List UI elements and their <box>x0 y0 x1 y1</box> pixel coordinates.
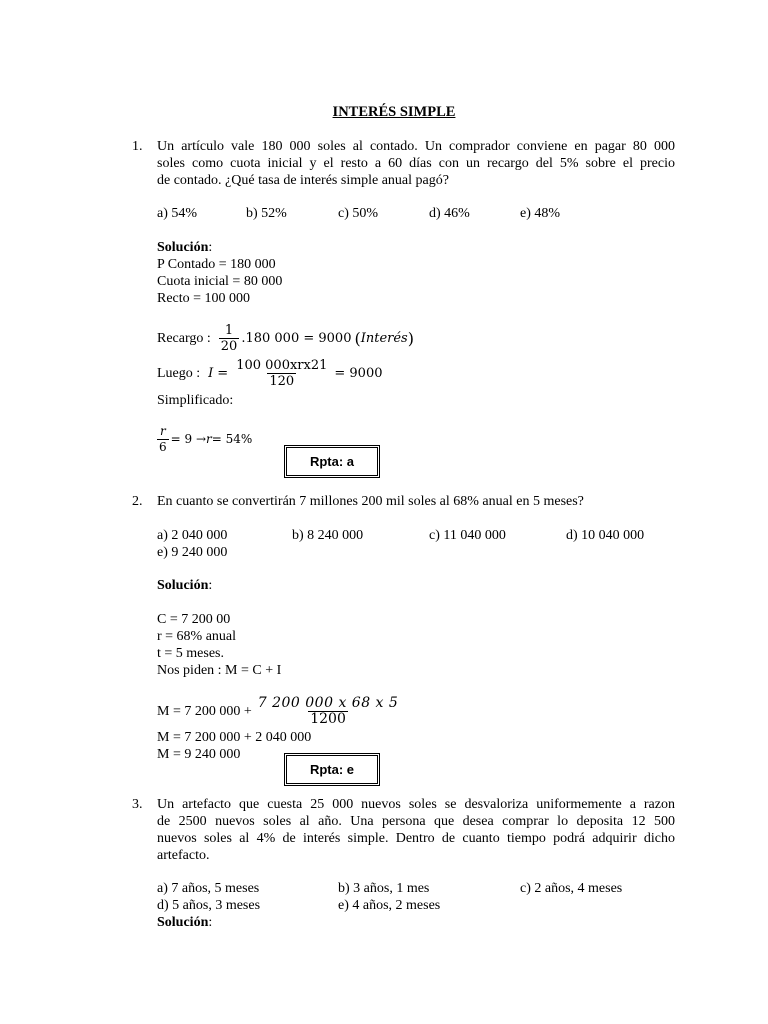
problem-3-number: 3. <box>132 797 143 812</box>
simplified-equation <box>155 424 252 455</box>
recargo-annotation: Interés <box>360 330 408 346</box>
problem-3-line-1: Un artefacto que cuesta 25 000 nuevos soles se desvaloriza uniformemente a razon <box>157 797 675 812</box>
fraction-denominator: 6 <box>159 440 167 454</box>
answer-box-2: Rpta: e <box>284 753 380 786</box>
luego-result: = 9000 <box>334 365 383 381</box>
fraction-denominator: 20 <box>220 338 238 354</box>
solution-label: Solución <box>157 915 209 930</box>
rate-symbol: r <box>206 432 212 446</box>
problem-3-option-c: c) 2 años, 4 meses <box>520 881 623 896</box>
problem-1-line-1: Un artículo vale 180 000 soles al contado. Un comprador conviene en pagar 80 000 <box>157 139 675 154</box>
solution-label: Solución <box>157 240 209 255</box>
m-fraction <box>256 696 401 727</box>
problem-2-data-line: r = 68% anual <box>157 629 237 644</box>
problem-1-option-b: b) 52% <box>246 206 287 221</box>
page-title: INTERÉS SIMPLE <box>332 104 456 120</box>
problem-1-solution-heading <box>157 239 212 256</box>
problem-1-option-a: a) 54% <box>157 206 198 221</box>
problem-2-data-line: C = 7 200 00 <box>157 612 231 627</box>
interest-symbol: I <box>208 365 214 381</box>
fraction-numerator: r <box>159 424 166 438</box>
problem-3-option-d: d) 5 años, 3 meses <box>157 898 261 913</box>
problem-1-number: 1. <box>132 139 143 154</box>
problem-1-line-3: de contado. ¿Qué tasa de interés simple anual pagó? <box>157 173 449 188</box>
problem-2-number: 2. <box>132 494 143 509</box>
luego-label: Luego : <box>157 365 201 381</box>
problem-2-option-c: c) 11 040 000 <box>429 528 506 543</box>
answer-box-1: Rpta: a <box>284 445 380 478</box>
fraction-denominator: 120 <box>269 373 295 389</box>
problem-3-solution-heading <box>157 914 212 931</box>
problem-2-option-a: a) 2 040 000 <box>157 528 228 543</box>
simplified-result: = 54% <box>211 432 253 446</box>
m-line-2: M = 7 200 000 + 2 040 000 <box>157 730 312 745</box>
fraction-numerator: 1 <box>224 322 234 338</box>
solution-colon: : <box>208 240 213 255</box>
problem-3-statement <box>157 796 675 864</box>
recargo-result: .180 000 = 9000 <box>241 330 352 346</box>
solution-colon: : <box>208 915 213 930</box>
equals-sign: = <box>217 365 229 381</box>
problem-1-line-2: soles como cuota inicial y el resto a 60 días con un recargo del 5% sobre el precio <box>157 156 675 171</box>
problem-2-statement: En cuanto se convertirán 7 millones 200 mil soles al 68% anual en 5 meses? <box>157 494 584 509</box>
simplified-step: = 9 → <box>170 432 207 446</box>
problem-1-option-c: c) 50% <box>338 206 379 221</box>
recargo-fraction <box>219 323 240 354</box>
problem-1-data-line: P Contado = 180 000 <box>157 257 276 272</box>
problem-1-statement <box>157 138 675 189</box>
problem-1-option-d: d) 46% <box>429 206 470 221</box>
problem-1-data-line: Cuota inicial = 80 000 <box>157 274 283 289</box>
m-prefix: M = 7 200 000 + <box>157 703 252 719</box>
luego-fraction <box>234 358 329 389</box>
problem-3-line-4: artefacto. <box>157 848 210 863</box>
problem-3-option-a: a) 7 años, 5 meses <box>157 881 260 896</box>
problem-2-option-b: b) 8 240 000 <box>292 528 364 543</box>
fraction-numerator: 7 200 000 x 68 x 5 <box>257 694 399 711</box>
problem-2-data-line: t = 5 meses. <box>157 646 224 661</box>
problem-1-option-e: e) 48% <box>520 206 561 221</box>
problem-1-data-line: Recto = 100 000 <box>157 291 251 306</box>
luego-equation <box>157 356 383 390</box>
luego-expression <box>208 358 382 389</box>
m-equation <box>157 692 402 730</box>
solution-colon: : <box>208 578 213 593</box>
simplificado-label: Simplificado: <box>157 393 234 408</box>
solution-label: Solución <box>157 578 209 593</box>
problem-3-line-2: de 2500 nuevos soles al año. Una persona que desea comprar lo deposita 12 500 <box>157 814 675 829</box>
problem-2-solution-heading <box>157 577 212 594</box>
recargo-equation <box>157 321 414 355</box>
problem-2-data-line: Nos piden : M = C + I <box>157 663 282 678</box>
recargo-label: Recargo : <box>157 330 211 346</box>
m-line-3: M = 9 240 000 <box>157 747 241 762</box>
fraction-denominator: 1200 <box>310 710 346 727</box>
problem-3-option-b: b) 3 años, 1 mes <box>338 881 430 896</box>
problem-3-line-3: nuevos soles al 4% de interés simple. Dentro de cuanto tiempo podrá adquirir dicho <box>157 831 675 846</box>
simplified-fraction <box>157 424 169 455</box>
recargo-expression: $\frac{1}{20}$ .180 000 = 9000 ( Interés ) <box>220 322 414 354</box>
problem-2-option-e: e) 9 240 000 <box>157 545 228 560</box>
problem-2-option-d: d) 10 040 000 <box>566 528 645 543</box>
fraction-numerator: 100 000xrx21 <box>236 357 328 373</box>
problem-3-option-e: e) 4 años, 2 meses <box>338 898 441 913</box>
